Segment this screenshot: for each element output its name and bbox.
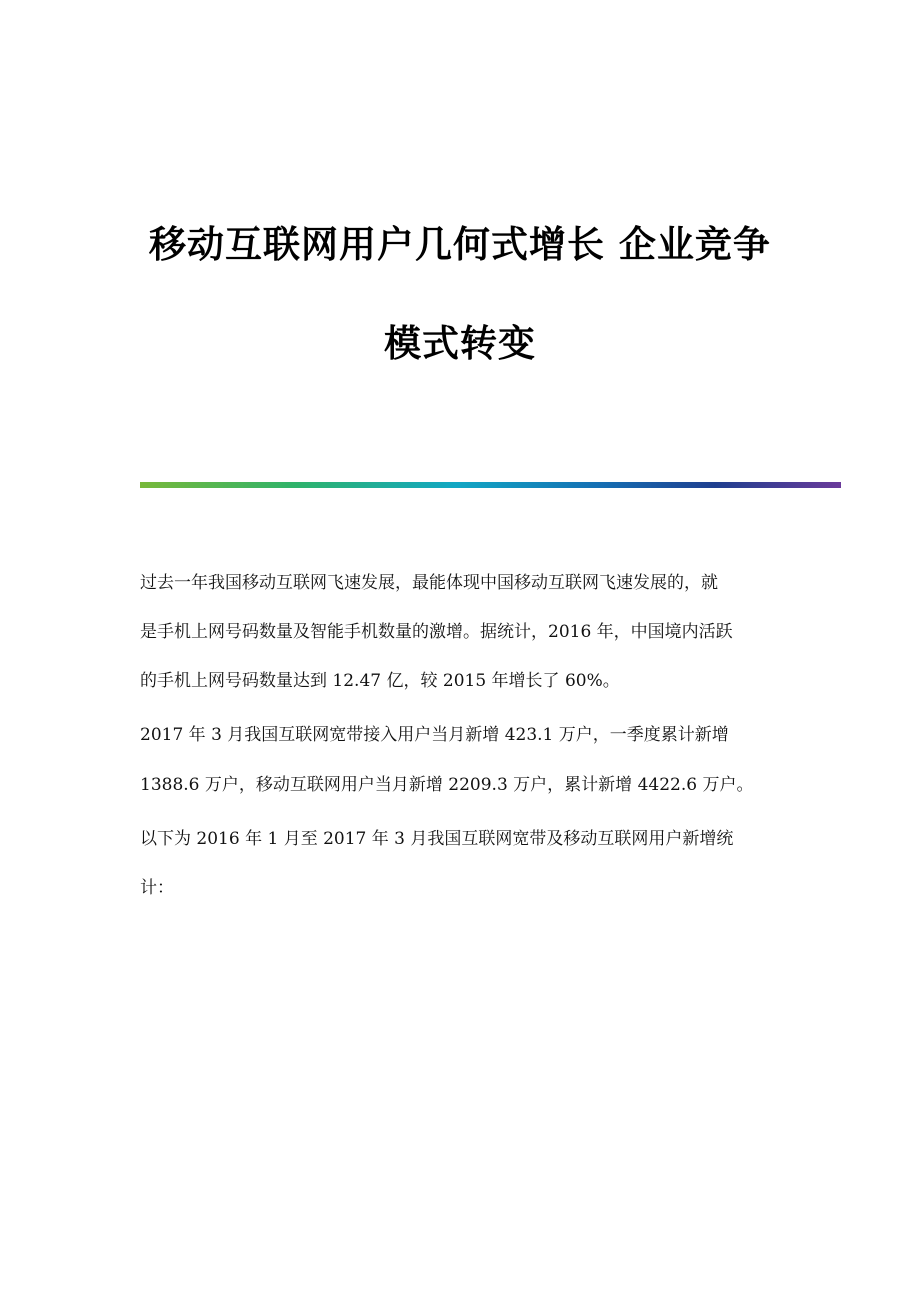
paragraph-3-line-1: 以下为 2016 年 1 月至 2017 年 3 月我国互联网宽带及移动互联网用户新增统 [140,829,734,849]
document-title-line-1: 移动互联网用户几何式增长 企业竞争 [149,222,771,266]
document-title-line-2: 模式转变 [384,321,536,365]
paragraph-1-line-3: 的手机上网号码数量达到 12.47 亿，较 2015 年增长了 60%。 [140,671,620,691]
paragraph-2-line-2: 1388.6 万户，移动互联网用户当月新增 2209.3 万户，累计新增 4422.6 万户。 [140,775,754,795]
paragraph-1-line-2: 是手机上网号码数量及智能手机数量的激增。据统计，2016 年，中国境内活跃 [140,622,733,642]
gradient-divider [140,482,841,488]
paragraph-3-line-2: 计： [140,878,174,898]
paragraph-1-line-1: 过去一年我国移动互联网飞速发展，最能体现中国移动互联网飞速发展的，就 [140,573,718,593]
paragraph-2-line-1: 2017 年 3 月我国互联网宽带接入用户当月新增 423.1 万户，一季度累计新增 [140,725,729,745]
